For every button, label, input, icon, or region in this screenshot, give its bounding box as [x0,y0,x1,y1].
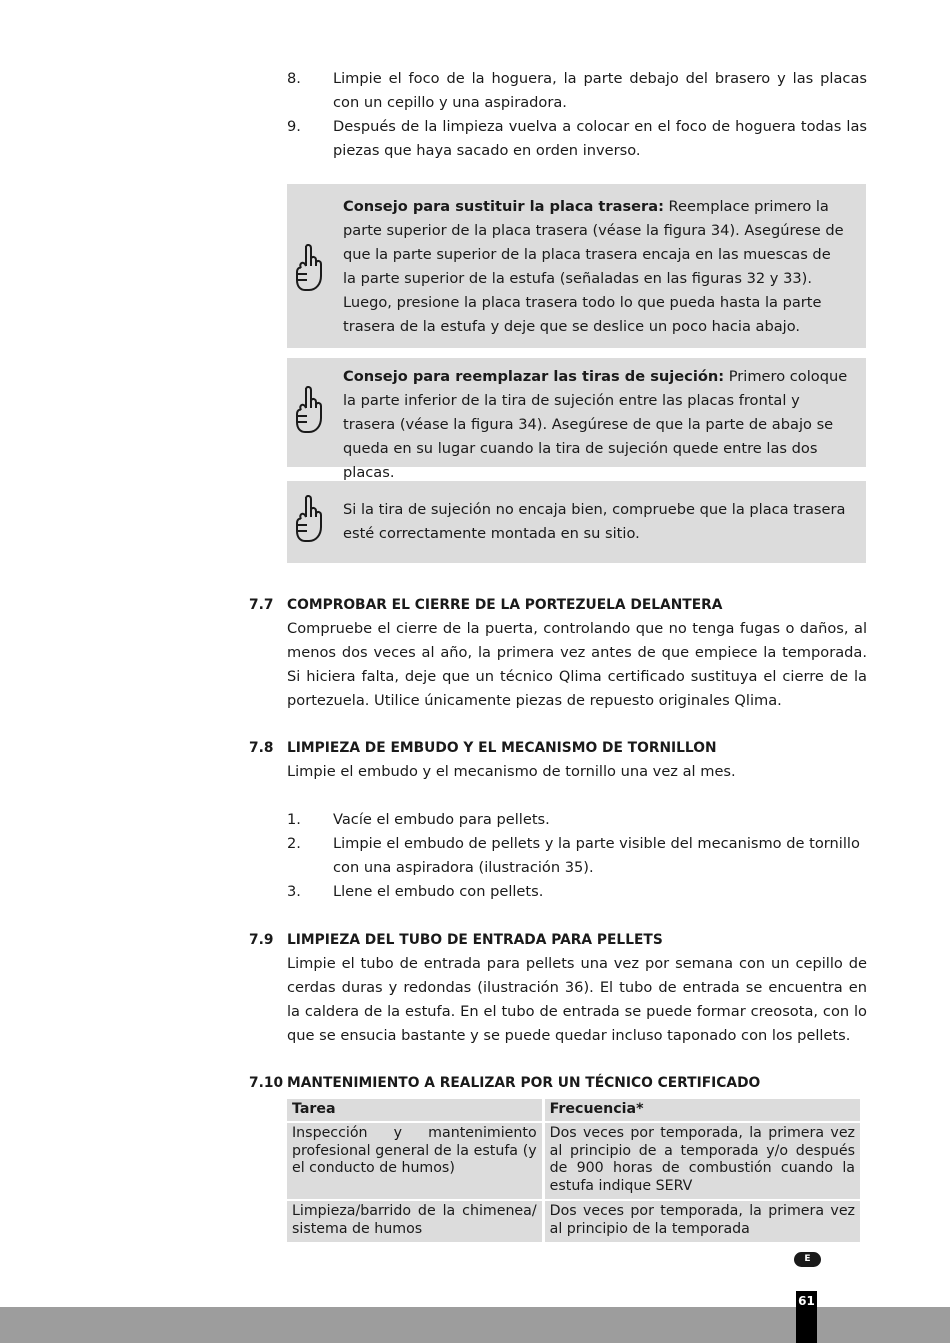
list-item-text: Llene el embudo con pellets. [333,883,544,900]
section-number: 7.10 [249,1075,284,1091]
list-item-text: Limpie el foco de la hoguera, la parte debajo del brasero y las placas con un cepillo y una aspiradora. [333,70,867,111]
table-header-task: Tarea [287,1099,542,1121]
list-item [287,808,867,832]
tip-text: Reemplace primero la parte superior de la placa trasera (véase la figura 34). Asegúrese de que la parte superior de la placa trasera encaja en las muescas de la parte superior de la estufa (señaladas en las figuras 32 y 33). Luego, presione la placa trasera todo lo que pueda hasta la parte trasera de la estufa y deje que se deslice un poco hacia abajo. [343,198,844,335]
table-cell: Dos veces por temporada, la primera vez al principio de a temporada y/o después de 900 horas de combustión cuando la estufa indique SERV [545,1123,860,1199]
list-item-number: 9. [287,118,301,135]
list-item-text: Después de la limpieza vuelva a colocar en el foco de hoguera todas las piezas que haya sacado en orden inverso. [333,118,867,159]
list-item [287,115,867,163]
section-title: LIMPIEZA DEL TUBO DE ENTRADA PARA PELLETS [287,932,663,948]
section-number: 7.9 [249,932,274,948]
tip-box-back-plate [287,184,866,348]
section-heading-7-7 [249,593,869,617]
section-heading-7-8 [249,736,869,760]
list-item-number: 1. [287,811,301,828]
section-number: 7.7 [249,597,274,613]
table-header-row [287,1099,860,1121]
section-body-7-7: Compruebe el cierre de la puerta, controlando que no tenga fugas o daños, al menos dos veces al año, la primera vez antes de que empiece la temporada. Si hiciera falta, deje que un técnico Qlima certificado sustituya el cierre de la portezuela. Utilice únicamente piezas de repuesto originales Qlima. [287,620,867,709]
pointing-hand-icon [293,495,323,543]
tip-box-strips [287,358,866,481]
section-title: LIMPIEZA DE EMBUDO Y EL MECANISMO DE TORNILLON [287,740,717,756]
list-item-text: Vacíe el embudo para pellets. [333,811,550,828]
tip-text: Si la tira de sujeción no encaja bien, compruebe que la placa trasera esté correctamente montada en su sitio. [343,501,846,542]
table-cell: Dos veces por temporada, la primera vez al principio de la temporada [545,1201,860,1242]
list-item [287,880,867,904]
section-heading-7-10 [249,1071,869,1095]
section-body-7-9: Limpie el tubo de entrada para pellets una vez por semana con un cepillo de cerdas duras y redondas (ilustración 36). El tubo de entrada se encuentra en la caldera de la estufa. En el tubo de entrada se puede formar creosota, con lo que se ensucia bastante y se puede quedar incluso taponado con los pellets. [287,955,867,1044]
list-item-number: 2. [287,835,301,852]
pointing-hand-icon [293,386,323,434]
language-badge: E [794,1252,821,1267]
section-title: MANTENIMIENTO A REALIZAR POR UN TÉCNICO CERTIFICADO [287,1075,761,1091]
section-title: COMPROBAR EL CIERRE DE LA PORTEZUELA DELANTERA [287,597,723,613]
list-item [287,832,867,880]
list-item [287,67,867,115]
table-row [287,1201,860,1242]
list-item-number: 3. [287,883,301,900]
page-number: 61 [796,1291,817,1343]
tip-text: Primero coloque la parte inferior de la tira de sujeción entre las placas frontal y trasera (véase la figura 34). Asegúrese de que la parte de abajo se queda en su lugar cuando la tira de sujeción quede entre las dos placas. [343,368,848,481]
pointing-hand-icon [293,244,323,292]
tip-title: Consejo para reemplazar las tiras de sujeción: [343,368,725,385]
tip-title: Consejo para sustituir la placa trasera: [343,198,664,215]
section-body-7-8: Limpie el embudo y el mecanismo de tornillo una vez al mes. [287,763,736,780]
table-cell: Limpieza/barrido de la chimenea/ sistema de humos [287,1201,542,1242]
hopper-steps-list [287,808,867,904]
section-number: 7.8 [249,740,274,756]
tip-box-strip-fit [287,481,866,563]
cleaning-steps-list [287,67,867,163]
table-row [287,1123,860,1199]
table-cell: Inspección y mantenimiento profesional general de la estufa (y el conducto de humos) [287,1123,542,1199]
list-item-number: 8. [287,70,301,87]
section-heading-7-9 [249,928,869,952]
maintenance-table [284,1097,863,1244]
table-header-frequency: Frecuencia* [545,1099,860,1121]
list-item-text: Limpie el embudo de pellets y la parte visible del mecanismo de tornillo con una aspiradora (ilustración 35). [333,835,860,876]
